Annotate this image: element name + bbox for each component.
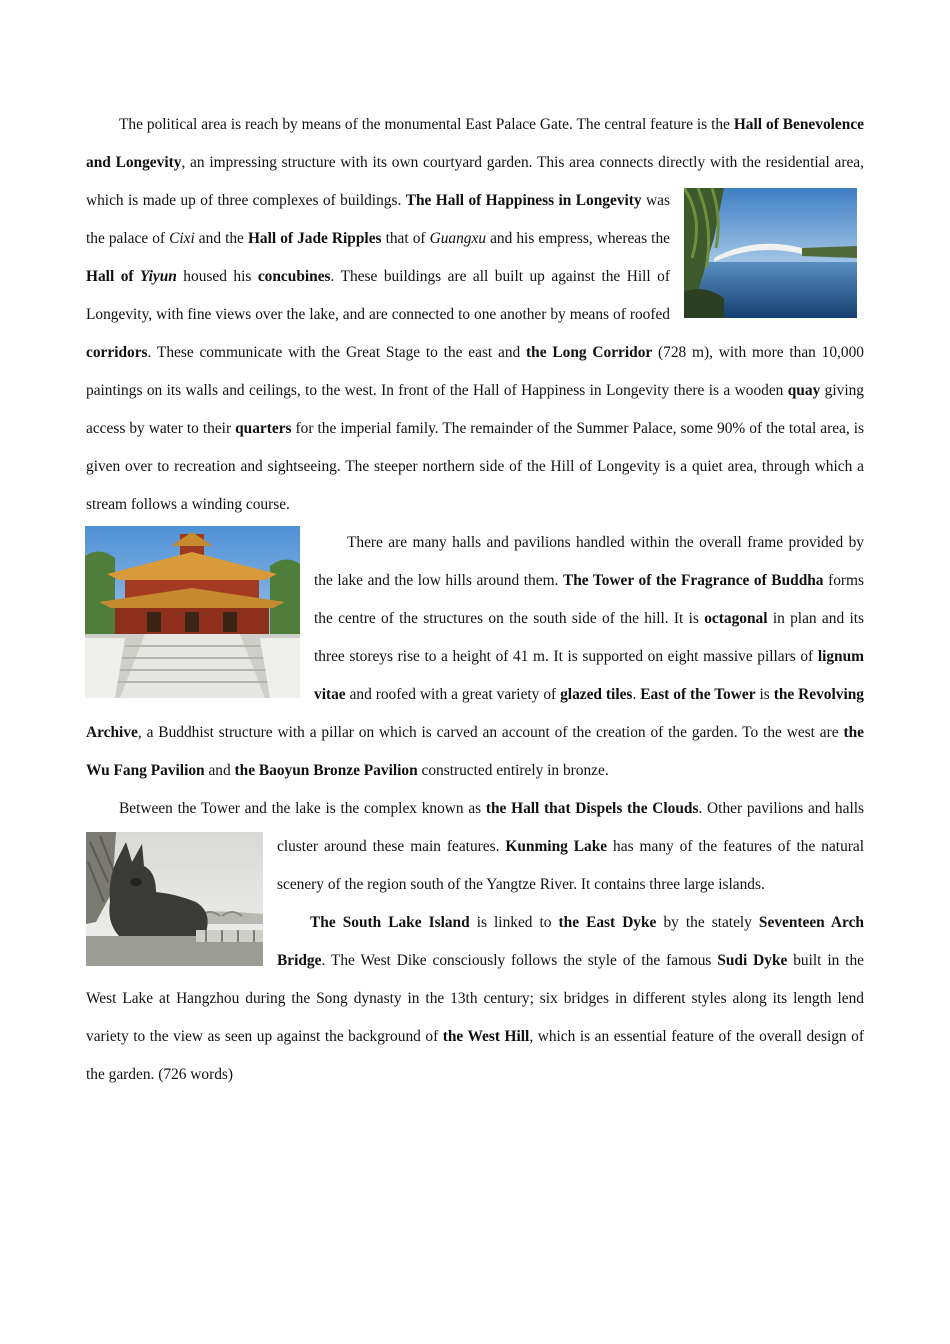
text-run: that of bbox=[381, 230, 430, 247]
text-run: . These buildings are all built up against the Hill of Longevity, with fine views over the lake, and are connected to one another by means of roofed bbox=[86, 268, 670, 323]
bold-term: the Revolving Archive bbox=[86, 686, 864, 741]
bold-term: Hall of Jade Ripples bbox=[247, 230, 382, 247]
bold-term: the Long Corridor bbox=[526, 344, 653, 361]
text-run: has many of the features of the natural scenery of the region south of the Yangtze River. It contains three large islands. bbox=[277, 838, 864, 893]
bold-term: East of the Tower bbox=[640, 686, 756, 703]
text-run: by the stately bbox=[656, 914, 759, 931]
text-run: built in the West Lake at Hangzhou during the Song dynasty in the 13th century; six bridges in different styles along its length lend variety to the view as seen up against the background of bbox=[86, 952, 864, 1045]
text-run: constructed entirely in bronze. bbox=[417, 762, 609, 779]
bold-term: corridors bbox=[86, 344, 148, 361]
photo-lake-bridge bbox=[684, 188, 857, 318]
bold-italic-term: Yiyun bbox=[140, 268, 177, 285]
bold-term: The South Lake Island bbox=[310, 914, 470, 931]
paragraph-political-area bbox=[86, 106, 864, 524]
bold-term: lignum vitae bbox=[314, 648, 864, 703]
text-run: , which is an essential feature of the overall design of the garden. (726 words) bbox=[86, 1028, 864, 1083]
text-run: was the palace of bbox=[86, 192, 670, 247]
text-run: forms the centre of the structures on the south side of the hill. It is bbox=[314, 572, 864, 627]
text-run: and his empress, whereas the bbox=[486, 230, 670, 247]
bold-term: quarters bbox=[235, 420, 292, 437]
text-run: and bbox=[204, 762, 235, 779]
bold-term: Hall of bbox=[86, 268, 141, 285]
italic-term: Cixi bbox=[169, 230, 195, 247]
text-run: . These communicate with the Great Stage to the east and bbox=[147, 344, 527, 361]
photo-tower-temple bbox=[85, 526, 300, 698]
bold-term: The Hall of Happiness in Longevity bbox=[405, 192, 642, 209]
bold-term: octagonal bbox=[704, 610, 768, 627]
text-run: is bbox=[755, 686, 774, 703]
bold-term: glazed tiles bbox=[560, 686, 633, 703]
text-run: , a Buddhist structure with a pillar on which is carved an account of the creation of the garden. To the west are bbox=[137, 724, 844, 741]
bold-term: Seventeen Arch Bridge bbox=[277, 914, 864, 969]
text-run: in plan and its three storeys rise to a height of 41 m. It is supported on eight massive pillars of bbox=[314, 610, 864, 665]
text-run: housed his bbox=[176, 268, 258, 285]
text-run: . The West Dike consciously follows the style of the famous bbox=[321, 952, 718, 969]
bold-term: quay bbox=[787, 382, 821, 399]
document-page bbox=[86, 106, 864, 1094]
bold-term: the Baoyun Bronze Pavilion bbox=[234, 762, 418, 779]
text-run: is linked to bbox=[469, 914, 559, 931]
bold-term: the Wu Fang Pavilion bbox=[86, 724, 864, 779]
text-run: There are many halls and pavilions handled within the overall frame provided by the lake and the low hills around them. bbox=[314, 534, 864, 589]
text-run: giving access by water to their bbox=[86, 382, 864, 437]
bold-term: Hall of Benevolence and Longevity bbox=[86, 116, 864, 171]
bold-term: Sudi Dyke bbox=[717, 952, 788, 969]
bold-term: The Tower of the Fragrance of Buddha bbox=[562, 572, 824, 589]
italic-term: Guangxu bbox=[429, 230, 487, 247]
bold-term: Kunming Lake bbox=[505, 838, 608, 855]
text-run: for the imperial family. The remainder of the Summer Palace, some 90% of the total area, is given over to recreation and sightseeing. The steeper northern side of the Hill of Longevity is a quiet area, through which a stream follows a winding course. bbox=[86, 420, 864, 513]
bold-term: the West Hill bbox=[442, 1028, 530, 1045]
bold-term: the Hall that Dispels the Clouds bbox=[485, 800, 699, 817]
text-run: The political area is reach by means of the monumental East Palace Gate. The central feature is the bbox=[119, 116, 734, 133]
text-run: . Other pavilions and halls cluster around these main features. bbox=[277, 800, 864, 855]
bold-term: the East Dyke bbox=[558, 914, 657, 931]
text-run: , an impressing structure with its own courtyard garden. This area connects directly with the residential area, which is made up of three complexes of buildings. bbox=[86, 154, 864, 209]
text-run: (728 m), with more than 10,000 paintings on its walls and ceilings, to the west. In front of the Hall of Happiness in Longevity there is a wooden bbox=[86, 344, 864, 399]
text-run: and roofed with a great variety of bbox=[345, 686, 561, 703]
photo-bronze-ox bbox=[86, 832, 263, 966]
bold-term: concubines bbox=[257, 268, 331, 285]
text-run: . bbox=[632, 686, 641, 703]
text-run: Between the Tower and the lake is the complex known as bbox=[119, 800, 486, 817]
text-run: and the bbox=[194, 230, 248, 247]
paragraph-kunming-lake bbox=[86, 790, 864, 904]
